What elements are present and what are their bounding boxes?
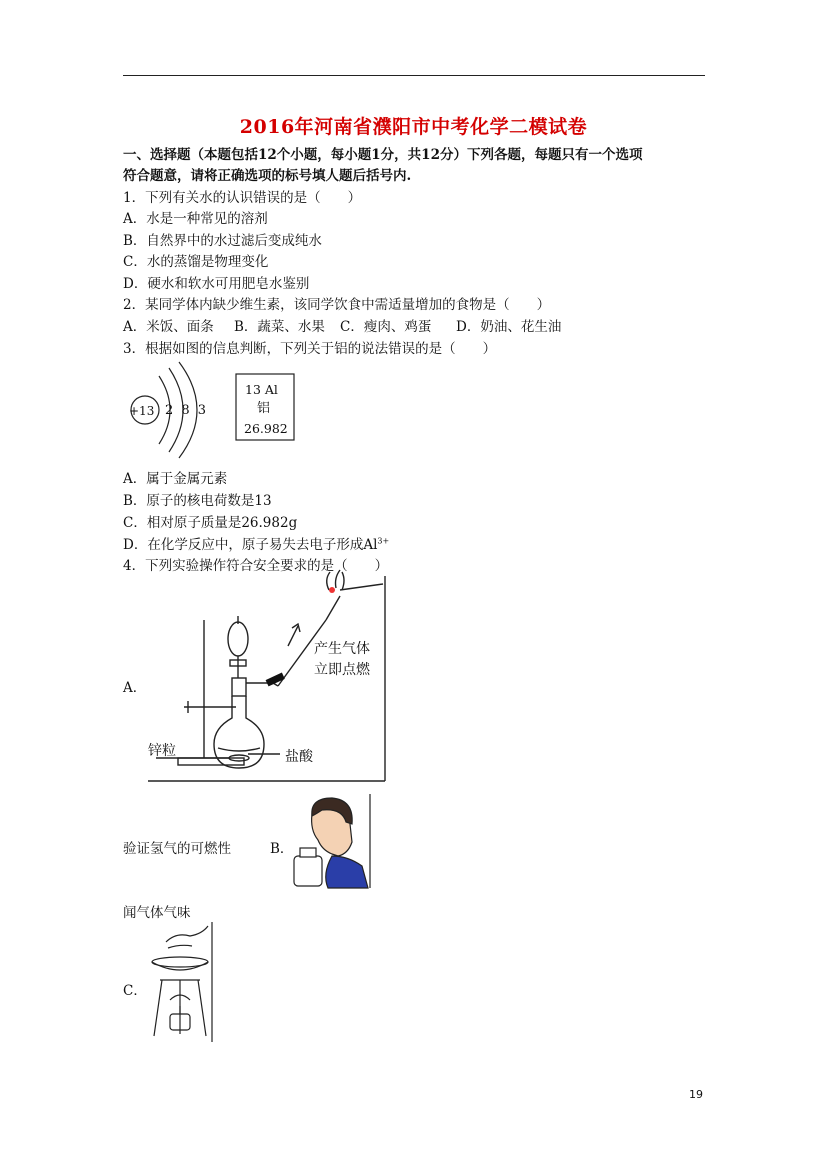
acid-label: 盐酸	[285, 749, 313, 765]
q3-option-d-charge: 3+	[377, 536, 390, 546]
q2-stem: 2．某同学体内缺少维生素，该同学饮食中需适量增加的食物是（ ）	[123, 297, 551, 313]
q3-stem: 3．根据如图的信息判断，下列关于铝的说法错误的是（ ）	[123, 341, 497, 357]
q4-option-c-label: C．	[123, 983, 147, 999]
smelling-gas-figure	[292, 794, 372, 889]
zinc-label: 锌粒	[148, 743, 176, 759]
gas-label-line2: 立即点燃	[314, 662, 370, 678]
q3-option-c: C．相对原子质量是26.982g	[123, 515, 298, 531]
electron-shells: 2 8 3	[165, 403, 209, 418]
q4-stem: 4．下列实验操作符合安全要求的是（ ）	[123, 558, 389, 574]
q3-option-d-text: D．在化学反应中，原子易失去电子形成Al	[123, 537, 378, 553]
nucleus-charge: +13	[129, 404, 155, 418]
page-title: 2016年河南省濮阳市中考化学二模试卷	[239, 116, 588, 138]
q3-option-d	[123, 536, 389, 554]
element-number-symbol: 13 Al	[245, 382, 278, 397]
hydrogen-generator-figure	[148, 576, 388, 782]
section-heading-line1: 一、选择题（本题包括12个小题，每小题1分，共12分）下列各题，每题只有一个选项	[123, 147, 643, 163]
q1-option-a: A．水是一种常见的溶剂	[123, 211, 268, 227]
q2-option-a: A．米饭、面条	[123, 319, 214, 335]
q4-option-b-caption: 闻气体气味	[123, 905, 191, 921]
q1-option-d: D．硬水和软水可用肥皂水鉴别	[123, 276, 310, 292]
gas-label-line1: 产生气体	[314, 641, 370, 657]
q2-options	[123, 318, 561, 336]
q3-option-a: A．属于金属元素	[123, 471, 228, 487]
q3-option-b: B．原子的核电荷数是13	[123, 493, 272, 509]
q2-option-d: D．奶油、花生油	[456, 319, 562, 335]
q4-option-b-label: B．	[270, 841, 294, 857]
evaporating-dish-figure	[146, 922, 214, 1044]
q1-stem: 1．下列有关水的认识错误的是（ ）	[123, 190, 362, 206]
q4-option-a-label: A．	[123, 680, 147, 696]
header-rule	[123, 75, 705, 76]
page-number: 19	[689, 1088, 703, 1101]
element-mass: 26.982	[244, 421, 288, 436]
q2-option-b: B．蔬菜、水果	[234, 319, 325, 335]
q1-option-c: C．水的蒸馏是物理变化	[123, 254, 269, 270]
section-heading-line2: 符合题意，请将正确选项的标号填人题后括号内.	[123, 168, 412, 184]
q4-option-a-caption: 验证氢气的可燃性	[123, 841, 231, 857]
q1-option-b: B．自然界中的水过滤后变成纯水	[123, 233, 322, 249]
element-name: 铝	[257, 401, 271, 416]
q2-option-c: C．瘦肉、鸡蛋	[340, 319, 432, 335]
